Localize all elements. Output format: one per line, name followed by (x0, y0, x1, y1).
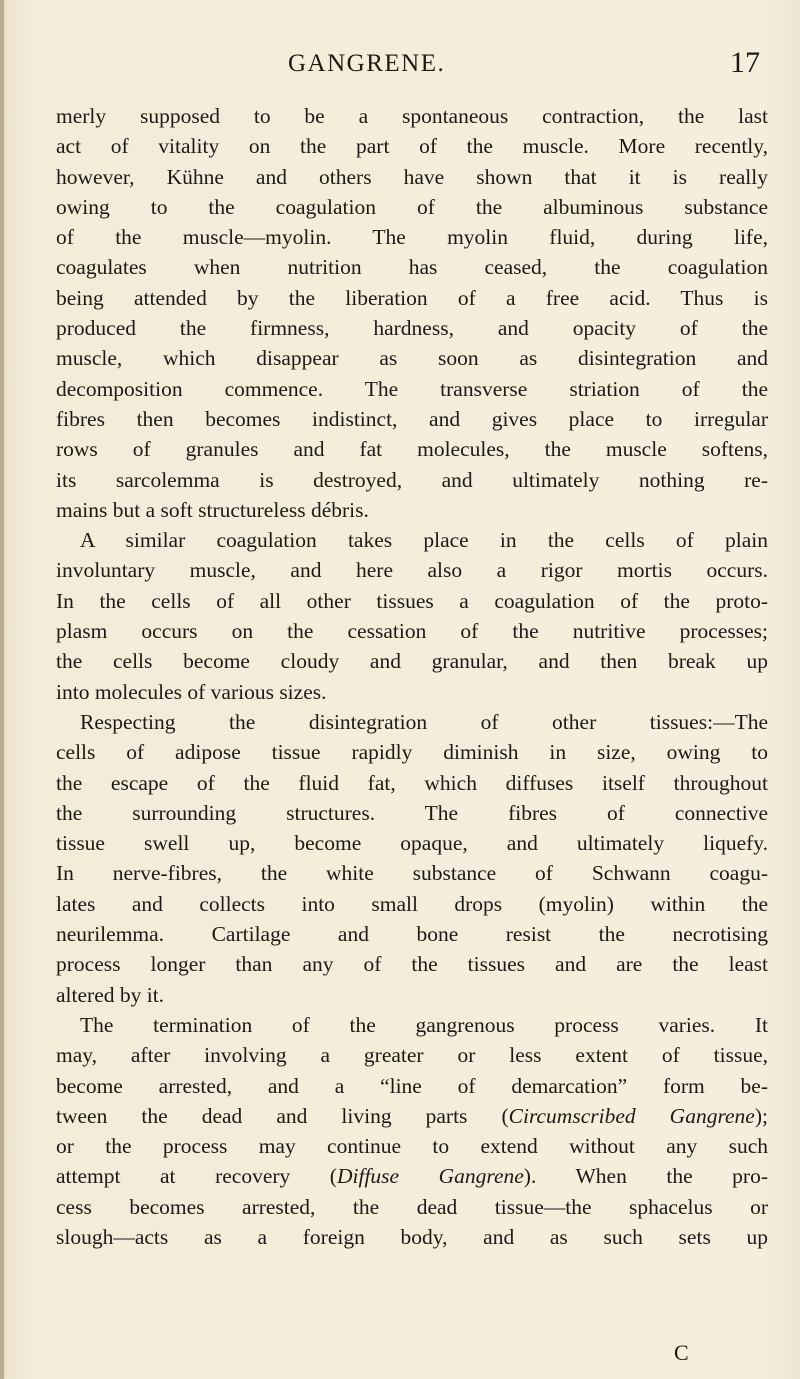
text-line: however, Kühne and others have shown that it is really (56, 164, 768, 189)
text-line: cells of adipose tissue rapidly diminish in size, owing to (56, 740, 768, 765)
text-line: cess becomes arrested, the dead tissue—the sphacelus or (56, 1194, 768, 1219)
text-line: the cells become cloudy and granular, and then break up (56, 649, 768, 674)
page-edge (0, 0, 4, 1379)
text-line: fibres then becomes indistinct, and gives place to irregular (56, 406, 768, 431)
text-line: the escape of the fluid fat, which diffuses itself throughout (56, 770, 768, 795)
text-line: into molecules of various sizes. (56, 679, 327, 704)
text-line: slough—acts as a foreign body, and as such sets up (56, 1224, 768, 1249)
text-line: produced the firmness, hardness, and opacity of the (56, 316, 768, 341)
text-line (56, 1161, 768, 1191)
text-fragment: attempt at recovery ( (56, 1164, 337, 1189)
text-line (56, 1101, 768, 1131)
running-head: GANGRENE. (288, 50, 446, 77)
page-number: 17 (730, 46, 760, 79)
text-line: become arrested, and a “line of demarcation” form be- (56, 1073, 768, 1098)
text-line: rows of granules and fat molecules, the muscle softens, (56, 437, 768, 462)
text-line: tissue swell up, become opaque, and ultimately liquefy. (56, 831, 768, 856)
text-line: may, after involving a greater or less extent of tissue, (56, 1043, 768, 1068)
text-line: merly supposed to be a spontaneous contraction, the last (56, 104, 768, 128)
text-line: In nerve-fibres, the white substance of Schwann coagu- (56, 861, 768, 886)
text-line: mains but a soft structureless débris. (56, 497, 369, 522)
text-line: In the cells of all other tissues a coagulation of the proto- (56, 588, 768, 613)
text-line: involuntary muscle, and here also a rigor mortis occurs. (56, 558, 768, 583)
text-fragment: ); (754, 1103, 768, 1128)
text-line: being attended by the liberation of a free acid. Thus is (56, 285, 768, 310)
text-line: Respecting the disintegration of other tissues:—The (80, 709, 768, 734)
signature-mark: C (674, 1340, 689, 1365)
italic-term: Circumscribed Gangrene (508, 1103, 755, 1128)
text-line: or the process may continue to extend without any such (56, 1134, 768, 1159)
text-line: lates and collects into small drops (myolin) within the (56, 891, 768, 916)
page-header (0, 44, 800, 84)
text-line: neurilemma. Cartilage and bone resist the necrotising (56, 922, 768, 947)
text-line: of the muscle—myolin. The myolin fluid, during life, (56, 225, 768, 250)
text-line: muscle, which disappear as soon as disintegration and (56, 346, 768, 371)
italic-term: Diffuse Gangrene (336, 1164, 524, 1189)
text-line: the surrounding structures. The fibres of connective (56, 800, 768, 825)
text-fragment: ). When the pro- (523, 1164, 768, 1189)
text-line: altered by it. (56, 982, 165, 1007)
text-line: act of vitality on the part of the muscle. More recently, (56, 134, 768, 159)
body-text (56, 101, 768, 1252)
text-line: A similar coagulation takes place in the cells of plain (80, 528, 768, 553)
text-line: its sarcolemma is destroyed, and ultimately nothing re- (56, 467, 768, 492)
text-fragment: tween the dead and living parts ( (56, 1103, 509, 1128)
text-line: coagulates when nutrition has ceased, the coagulation (56, 255, 768, 280)
text-line: owing to the coagulation of the albuminous substance (56, 194, 768, 219)
text-line: decomposition commence. The transverse striation of the (56, 376, 768, 401)
text-line: plasm occurs on the cessation of the nutritive processes; (56, 619, 768, 644)
text-line: The termination of the gangrenous process varies. It (80, 1012, 768, 1037)
text-line: process longer than any of the tissues and are the least (56, 952, 768, 977)
